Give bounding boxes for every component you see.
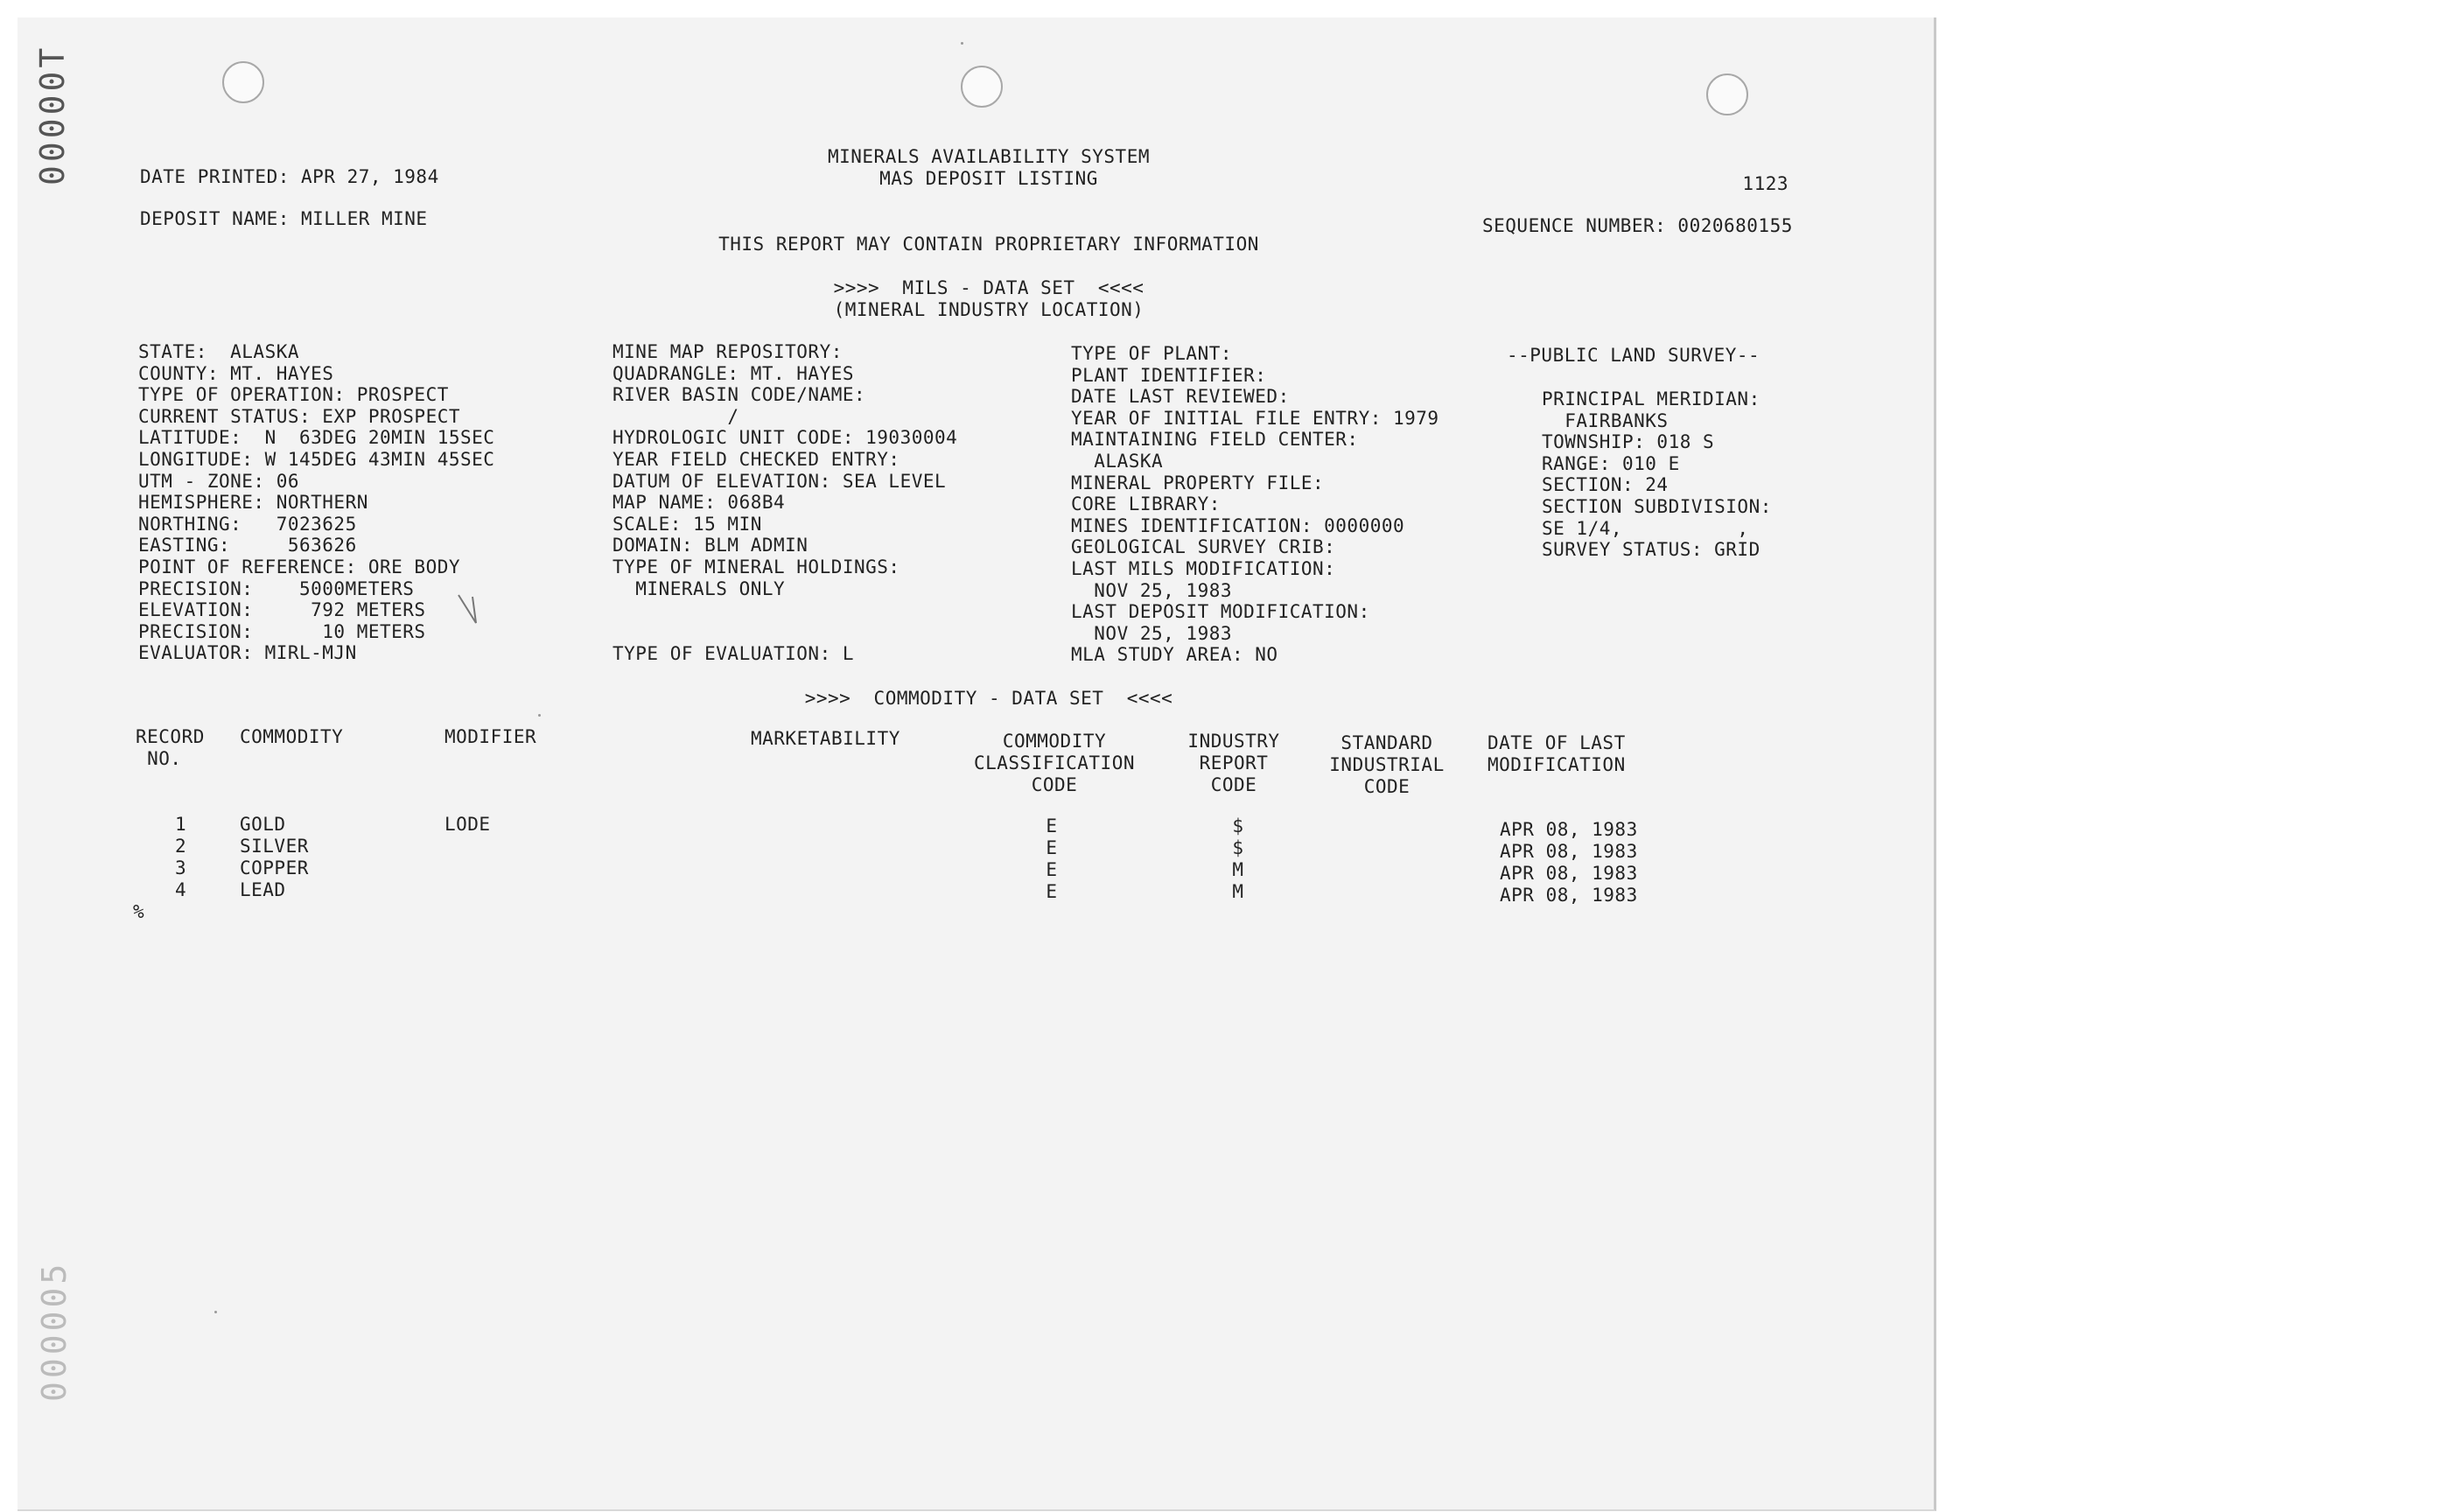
modification-date: APR 08, 1983 xyxy=(1500,885,1638,906)
type-of-operation-line: TYPE OF OPERATION: PROSPECT xyxy=(138,384,449,406)
commodity-name: GOLD xyxy=(240,814,286,835)
paper-speck xyxy=(538,714,541,717)
modification-date: APR 08, 1983 xyxy=(1500,841,1638,862)
header-record-no: RECORD NO. xyxy=(136,726,205,769)
core-library-line: CORE LIBRARY: xyxy=(1071,494,1221,515)
river-basin-line: RIVER BASIN CODE/NAME: xyxy=(612,384,866,406)
scale-line: SCALE: 15 MIN xyxy=(612,513,762,535)
year-field-checked-line: YEAR FIELD CHECKED ENTRY: xyxy=(612,449,900,470)
date-printed: DATE PRINTED: APR 27, 1984 xyxy=(140,166,439,187)
header-modifier: MODIFIER xyxy=(444,726,537,747)
commodity-name: SILVER xyxy=(240,836,309,857)
mineral-holdings-value-line: MINERALS ONLY xyxy=(612,578,786,599)
page-stamp-top: 00000T xyxy=(33,44,72,186)
range-line: RANGE: 010 E xyxy=(1542,452,1680,474)
classification-code: E xyxy=(1046,816,1058,836)
end-of-listing-mark: % xyxy=(133,901,145,922)
industry-report-code: $ xyxy=(1232,837,1244,858)
section-subdivision-line: SECTION SUBDIVISION: xyxy=(1542,496,1772,517)
survey-crib-line: GEOLOGICAL SURVEY CRIB: xyxy=(1071,536,1336,558)
classification-code: E xyxy=(1046,859,1058,880)
mines-identification-line: MINES IDENTIFICATION: 0000000 xyxy=(1071,514,1405,536)
last-deposit-modification-value-line: NOV 25, 1983 xyxy=(1071,622,1233,644)
page-number: 1123 xyxy=(1742,173,1788,194)
type-of-evaluation-line: TYPE OF EVALUATION: L xyxy=(612,643,855,664)
hydrologic-unit-line: HYDROLOGIC UNIT CODE: 19030004 xyxy=(612,427,958,449)
sequence-number: SEQUENCE NUMBER: 0020680155 xyxy=(1482,215,1793,236)
record-number: 4 xyxy=(175,879,187,900)
datum-of-elevation-line: DATUM OF ELEVATION: SEA LEVEL xyxy=(612,470,947,492)
industry-report-code: M xyxy=(1232,881,1244,902)
survey-status-line: SURVEY STATUS: GRID xyxy=(1542,539,1760,561)
state-line: STATE: ALASKA xyxy=(138,341,300,362)
classification-code: E xyxy=(1046,881,1058,902)
mineral-holdings-line: TYPE OF MINERAL HOLDINGS: xyxy=(612,556,900,578)
header-marketability: MARKETABILITY xyxy=(751,728,900,749)
header-date-of-last-modification: DATE OF LAST MODIFICATION xyxy=(1488,732,1626,775)
precision-line: PRECISION: 5000METERS xyxy=(138,578,415,599)
principal-meridian-value-line: FAIRBANKS xyxy=(1542,410,1669,431)
last-deposit-modification-line: LAST DEPOSIT MODIFICATION: xyxy=(1071,601,1370,623)
pen-check-mark xyxy=(455,588,490,632)
river-basin-value-line: / xyxy=(612,405,739,427)
industry-report-code: M xyxy=(1232,859,1244,880)
current-status-line: CURRENT STATUS: EXP PROSPECT xyxy=(138,405,461,427)
header-commodity: COMMODITY xyxy=(240,726,344,747)
commodity-name: COPPER xyxy=(240,858,309,878)
domain-line: DOMAIN: BLM ADMIN xyxy=(612,535,808,556)
plant-identifier-line: PLANT IDENTIFIER: xyxy=(1071,364,1267,386)
commodity-title: >>>> COMMODITY - DATA SET <<<< xyxy=(804,688,1173,709)
commodity-modifier: LODE xyxy=(444,814,491,835)
year-initial-entry-line: YEAR OF INITIAL FILE ENTRY: 1979 xyxy=(1071,407,1439,429)
utm-zone-line: UTM - ZONE: 06 xyxy=(138,470,300,492)
modification-date: APR 08, 1983 xyxy=(1500,863,1638,884)
paper-speck xyxy=(214,1311,217,1313)
section-line: SECTION: 24 xyxy=(1542,474,1669,496)
longitude-line: LONGITUDE: W 145DEG 43MIN 45SEC xyxy=(138,449,495,470)
paper-speck xyxy=(961,42,963,45)
modification-date: APR 08, 1983 xyxy=(1500,819,1638,840)
record-number: 3 xyxy=(175,858,187,878)
binder-hole-center xyxy=(961,66,1003,108)
map-name-line: MAP NAME: 068B4 xyxy=(612,492,786,514)
deposit-name: DEPOSIT NAME: MILLER MINE xyxy=(140,208,428,229)
record-number: 2 xyxy=(175,836,187,857)
system-title: MINERALS AVAILABILITY SYSTEM xyxy=(827,146,1150,167)
header-standard-industrial-code: STANDARD INDUSTRIAL CODE xyxy=(1329,732,1445,797)
record-number: 1 xyxy=(175,814,187,835)
field-center-line: MAINTAINING FIELD CENTER: xyxy=(1071,429,1359,451)
easting-line: EASTING: 563626 xyxy=(138,535,357,556)
type-of-plant-line: TYPE OF PLANT: xyxy=(1071,343,1233,364)
mils-subtitle: (MINERAL INDUSTRY LOCATION) xyxy=(833,299,1144,320)
classification-code: E xyxy=(1046,837,1058,858)
northing-line: NORTHING: 7023625 xyxy=(138,513,357,535)
elevation-precision-line: PRECISION: 10 METERS xyxy=(138,620,426,642)
point-of-reference-line: POINT OF REFERENCE: ORE BODY xyxy=(138,556,461,578)
elevation-line: ELEVATION: 792 METERS xyxy=(138,599,426,621)
binder-hole-left xyxy=(222,61,264,103)
evaluator-line: EVALUATOR: MIRL-MJN xyxy=(138,642,357,664)
date-last-reviewed-line: DATE LAST REVIEWED: xyxy=(1071,386,1290,408)
mine-map-repository-line: MINE MAP REPOSITORY: xyxy=(612,341,843,362)
county-line: COUNTY: MT. HAYES xyxy=(138,362,334,384)
township-line: TOWNSHIP: 018 S xyxy=(1542,431,1715,453)
header-classification-code: COMMODITY CLASSIFICATION CODE xyxy=(973,731,1135,795)
industry-report-code: $ xyxy=(1232,816,1244,836)
binder-hole-right xyxy=(1706,74,1748,116)
page-stamp-bottom: 000005 xyxy=(35,1260,74,1402)
last-mils-modification-line: LAST MILS MODIFICATION: xyxy=(1071,558,1336,579)
hemisphere-line: HEMISPHERE: NORTHERN xyxy=(138,492,368,514)
section-subdivision-value-line: SE 1/4, , xyxy=(1542,517,1749,539)
proprietary-notice: THIS REPORT MAY CONTAIN PROPRIETARY INFORMATION xyxy=(718,234,1259,255)
public-land-survey-title: --PUBLIC LAND SURVEY-- xyxy=(1507,345,1760,366)
commodity-name: LEAD xyxy=(240,879,286,900)
quadrangle-line: QUADRANGLE: MT. HAYES xyxy=(612,362,855,384)
last-mils-modification-value-line: NOV 25, 1983 xyxy=(1071,579,1233,601)
header-industry-report-code: INDUSTRY REPORT CODE xyxy=(1187,731,1280,795)
mla-study-area-line: MLA STUDY AREA: NO xyxy=(1071,644,1278,666)
mineral-property-file-line: MINERAL PROPERTY FILE: xyxy=(1071,472,1325,494)
mils-title: >>>> MILS - DATA SET <<<< xyxy=(833,277,1144,298)
listing-title: MAS DEPOSIT LISTING xyxy=(879,168,1098,189)
field-center-value-line: ALASKA xyxy=(1071,451,1164,472)
principal-meridian-line: PRINCIPAL MERIDIAN: xyxy=(1542,388,1760,410)
latitude-line: LATITUDE: N 63DEG 20MIN 15SEC xyxy=(138,427,495,449)
